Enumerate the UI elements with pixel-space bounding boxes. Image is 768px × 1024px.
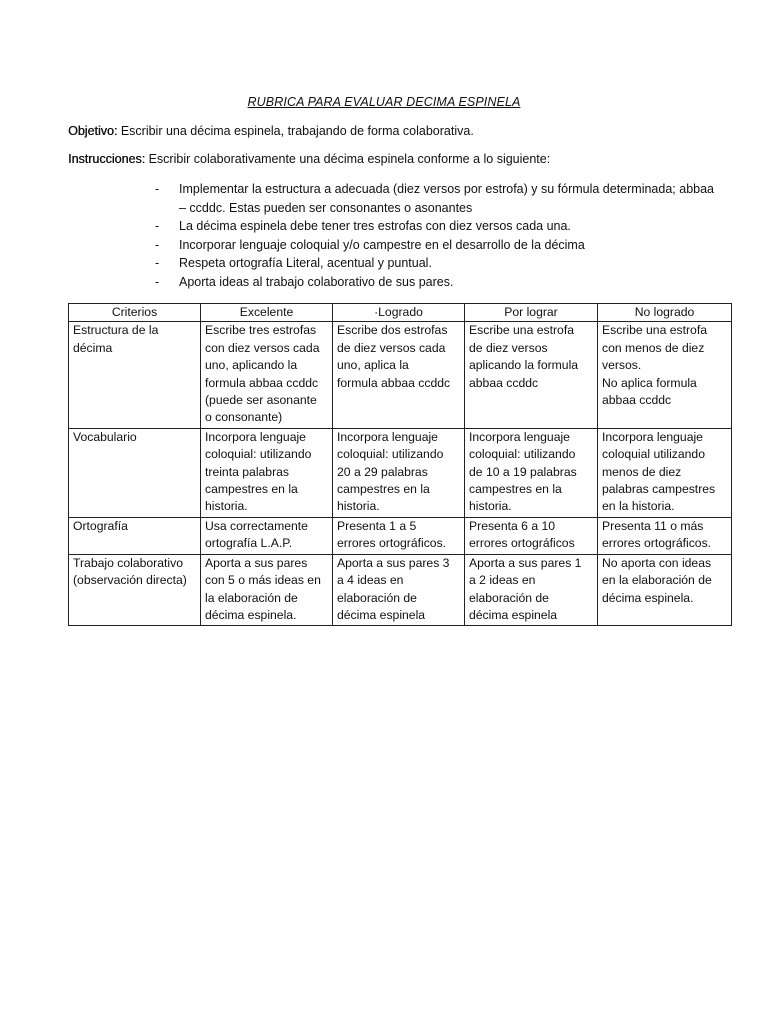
header-logrado: ·Logrado — [333, 304, 465, 322]
list-item — [155, 273, 715, 292]
table-row — [69, 554, 732, 626]
table-row — [69, 517, 732, 554]
table-cell: Escribe una estrofa de diez versos aplicando la formula abbaa ccddc — [465, 322, 598, 428]
table-cell: Aporta a sus pares con 5 o más ideas en la elaboración de décima espinela. — [201, 554, 333, 626]
objective-text: Escribir una décima espinela, trabajando de forma colaborativa. — [117, 124, 474, 138]
document-title: RUBRICA PARA EVALUAR DECIMA ESPINELA — [247, 95, 521, 109]
criterion-cell: Estructura de la décima — [69, 322, 201, 428]
table-cell: Escribe tres estrofas con diez versos cada uno, aplicando la formula abbaa ccddc (puede ser asonante o consonante) — [201, 322, 333, 428]
criterion-cell: Vocabulario — [69, 428, 201, 517]
table-cell: Incorpora lenguaje coloquial utilizando menos de diez palabras campestres en la historia. — [598, 428, 732, 517]
table-cell: Escribe dos estrofas de diez versos cada uno, aplica la formula abbaa ccddc — [333, 322, 465, 428]
table-cell: Escribe una estrofa con menos de diez versos. No aplica formula abbaa ccddc — [598, 322, 732, 428]
instructions-paragraph — [68, 151, 728, 167]
list-item — [155, 236, 715, 255]
list-item — [155, 254, 715, 273]
rubric-table — [68, 303, 732, 626]
table-cell: Incorpora lenguaje coloquial: utilizando de 10 a 19 palabras campestres en la historia. — [465, 428, 598, 517]
header-por-lograr: Por lograr — [465, 304, 598, 322]
bullet-marker: - — [155, 274, 160, 289]
table-cell: Presenta 1 a 5 errores ortográficos. — [333, 517, 465, 554]
table-cell: Presenta 11 o más errores ortográficos. — [598, 517, 732, 554]
table-cell: Aporta a sus pares 1 a 2 ideas en elaboración de décima espinela — [465, 554, 598, 626]
list-item-text: La décima espinela debe tener tres estrofas con diez versos cada una. — [179, 219, 571, 234]
header-criterios: Criterios — [69, 304, 201, 322]
criterion-cell: Trabajo colaborativo (observación directa) — [69, 554, 201, 626]
objective-label: Objetivo: — [68, 124, 118, 138]
list-item-text: Aporta ideas al trabajo colaborativo de sus pares. — [179, 274, 454, 289]
criterion-cell: Ortografía — [69, 517, 201, 554]
instructions-list — [155, 180, 715, 292]
table-cell: Usa correctamente ortografía L.A.P. — [201, 517, 333, 554]
table-cell: Incorpora lenguaje coloquial: utilizando 20 a 29 palabras campestres en la historia. — [333, 428, 465, 517]
list-item — [155, 180, 715, 217]
list-item — [155, 217, 715, 236]
instructions-label: Instrucciones: — [68, 152, 146, 166]
instructions-text: Escribir colaborativamente una décima espinela conforme a lo siguiente: — [145, 152, 551, 166]
objective-paragraph — [68, 123, 728, 139]
bullet-marker: - — [155, 182, 160, 196]
table-cell: Presenta 6 a 10 errores ortográficos — [465, 517, 598, 554]
bullet-marker: - — [155, 256, 160, 271]
list-item-text: Incorporar lenguaje coloquial y/o campestre en el desarrollo de la décima — [179, 237, 585, 252]
list-item-text: Implementar la estructura a adecuada (diez versos por estrofa) y su fórmula determinada; abbaa – ccddc. Estas pueden ser consonantes o asonantes — [179, 182, 714, 215]
bullet-marker: - — [155, 237, 160, 252]
header-excelente: Excelente — [201, 304, 333, 322]
table-row — [69, 322, 732, 428]
header-no-logrado: No logrado — [598, 304, 732, 322]
table-header-row — [69, 304, 732, 322]
table-cell: No aporta con ideas en la elaboración de décima espinela. — [598, 554, 732, 626]
list-item-text: Respeta ortografía Literal, acentual y puntual. — [179, 256, 432, 271]
bullet-marker: - — [155, 219, 160, 234]
table-row — [69, 428, 732, 517]
table-cell: Aporta a sus pares 3 a 4 ideas en elaboración de décima espinela — [333, 554, 465, 626]
table-cell: Incorpora lenguaje coloquial: utilizando treinta palabras campestres en la historia. — [201, 428, 333, 517]
